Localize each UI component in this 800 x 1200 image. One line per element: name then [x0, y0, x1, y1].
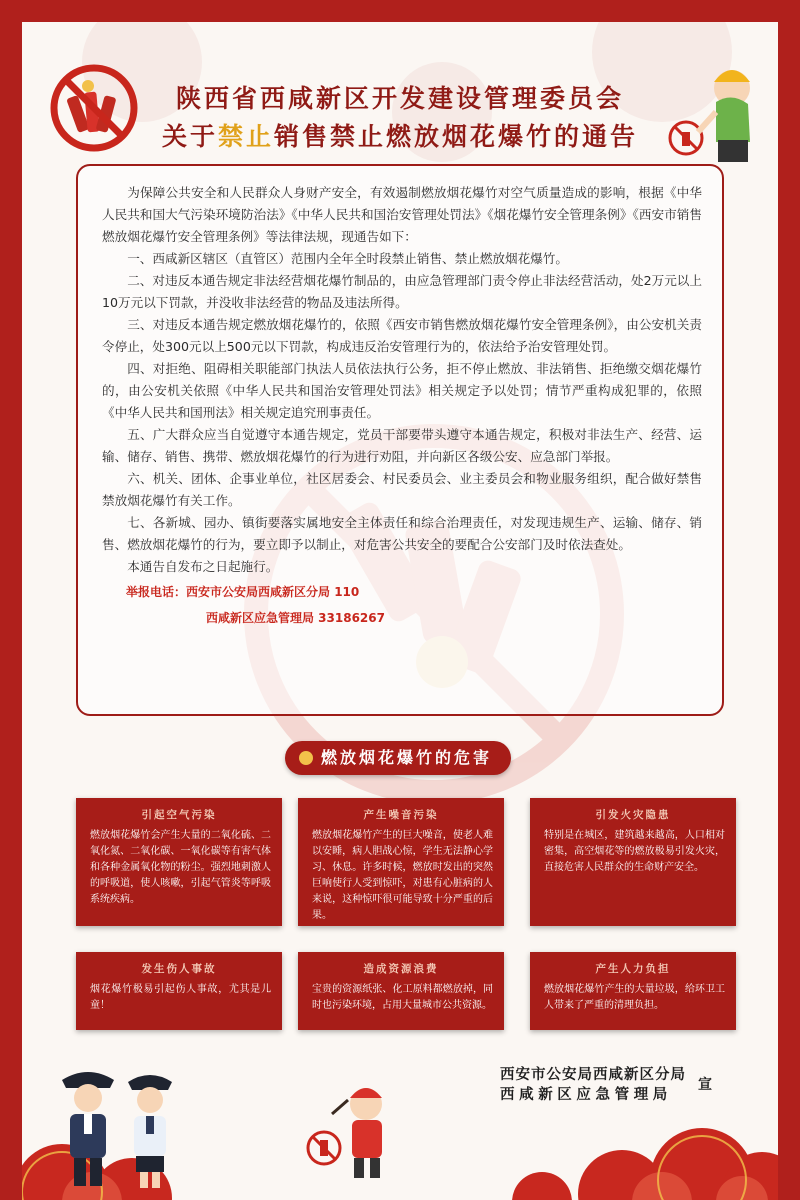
- boy-illustration-icon: [302, 1074, 412, 1188]
- notice-paragraph: 为保障公共安全和人民群众人身财产安全，有效遏制燃放烟花爆竹对空气质量造成的影响，根据《中华人民共和国大气污染环境防治法》《中华人民共和国治安管理处罚法》《烟花爆竹安全管理条例》《西安市销售燃放烟花爆竹安全管理条例》等法律法规，现通告如下：: [102, 185, 702, 244]
- title-highlight: 禁止: [217, 122, 274, 151]
- title-prefix: 关于: [161, 122, 218, 151]
- title-line-2: [22, 118, 778, 156]
- issuer-emergency: 西咸新区应急管理局: [500, 1087, 672, 1103]
- hazard-card-title: 造成资源浪费: [363, 963, 439, 975]
- notice-paragraph: 三、对违反本通告规定燃放烟花爆竹的，依照《西安市销售燃放烟花爆竹安全管理条例》，由公安机关责令停止，处300元以上500元以下罚款，构成违反治安管理行为的，依法给予治安管理处罚。: [102, 317, 702, 354]
- hazard-card-noise-pollution: [298, 798, 504, 926]
- hazards-section-title: [285, 741, 511, 775]
- title-line-1: 陕西省西咸新区开发建设管理委员会: [175, 84, 624, 113]
- issuer-block: [500, 1065, 686, 1105]
- poster-sheet: [22, 22, 778, 1200]
- police-officers-icon: [48, 1058, 188, 1190]
- hazard-card-title: 产生人力负担: [595, 963, 671, 975]
- notice-paragraph: 二、对违反本通告规定非法经营烟花爆竹制品的，由应急管理部门责令停止非法经营活动，处2万元以上10万元以下罚款，并没收非法经营的物品及违法所得。: [102, 273, 702, 310]
- hazard-card-labor-burden: [530, 952, 736, 1030]
- notice-box: [76, 164, 724, 716]
- hazard-card-resource-waste: [298, 952, 504, 1030]
- hazard-card-title: 引发火灾隐患: [595, 809, 671, 821]
- report-phone-line1: [102, 580, 702, 604]
- notice-paragraph: 七、各新城、园办、镇街要落实属地安全主体责任和综合治理责任，对发现违规生产、运输、储存、销售、燃放烟花爆竹的行为，要立即予以制止，对危害公共安全的要配合公安部门及时依法查处。: [102, 515, 702, 552]
- bullet-dot-icon: [299, 751, 313, 765]
- report-phone-emergency: 西咸新区应急管理局 33186267: [206, 611, 385, 625]
- hazard-card-text: 宝贵的资源纸张、化工原料都燃放掉，同时也污染环境，占用大量城市公共资源。: [312, 984, 493, 1011]
- report-phone-label: 举报电话：: [126, 585, 187, 599]
- hazard-card-fire-risk: [530, 798, 736, 926]
- hazard-card-air-pollution: [76, 798, 282, 926]
- report-phone-police: 西安市公安局西咸新区分局 110: [186, 585, 360, 599]
- hazard-card-text: 燃放烟花爆竹产生的巨大噪音，使老人难以安睡，病人胆战心惊，学生无法静心学习、休息。许多时候，燃放时发出的突然巨响使行人受到惊吓，对患有心脏病的人来说，这种惊吓很可能导致十分严重的后果。: [312, 830, 493, 921]
- notice-paragraph: 四、对拒绝、阻碍相关职能部门执法人员依法执行公务，拒不停止燃放、非法销售、拒绝缴交烟花爆竹的，由公安机关依照《中华人民共和国治安管理处罚法》相关规定予以处罚；情节严重构成犯罪的，依照《中华人民共和国刑法》相关规定追究刑事责任。: [102, 361, 702, 420]
- hazard-card-text: 燃放烟花爆竹产生的大量垃圾，给环卫工人带来了严重的清理负担。: [544, 984, 725, 1011]
- issuer-suffix: 宣: [698, 1077, 712, 1093]
- hazard-card-text: 燃放烟花爆竹会产生大量的二氧化硫、二氧化氮、二氧化碳、一氧化碳等有害气体和各种金属氧化物的粉尘。强烈地刺激人的呼吸道，使人咳嗽，引起气管炎等呼吸系统疾病。: [90, 830, 271, 905]
- hazards-title-text: 燃放烟花爆竹的危害: [321, 748, 493, 767]
- hazard-card-injury: [76, 952, 282, 1030]
- hazard-card-text: 烟花爆竹极易引起伤人事故，尤其是儿童！: [90, 984, 271, 1011]
- title-suffix: 销售禁止燃放烟花爆竹的通告: [274, 122, 639, 151]
- notice-title: [22, 80, 778, 156]
- notice-paragraph: 六、机关、团体、企事业单位，社区居委会、村民委员会、业主委员会和物业服务组织，配合做好禁售禁放烟花爆竹有关工作。: [102, 471, 702, 508]
- notice-paragraph: 五、广大群众应当自觉遵守本通告规定，党员干部要带头遵守本通告规定，积极对非法生产、经营、运输、储存、销售、携带、燃放烟花爆竹的行为进行劝阻，并向新区各级公安、应急部门举报。: [102, 427, 702, 464]
- hazard-card-title: 引起空气污染: [141, 809, 217, 821]
- notice-paragraph: 本通告自发布之日起施行。: [127, 559, 279, 574]
- hazard-card-title: 产生噪音污染: [363, 809, 439, 821]
- hazard-card-text: 特别是在城区，建筑越来越高，人口相对密集，高空烟花等的燃放极易引发火灾，直接危害人民群众的生命财产安全。: [544, 830, 725, 873]
- issuer-police: 西安市公安局西咸新区分局: [500, 1067, 686, 1083]
- hazard-card-title: 发生伤人事故: [141, 963, 217, 975]
- notice-paragraph: 一、西咸新区辖区（直管区）范围内全年全时段禁止销售、禁止燃放烟花爆竹。: [127, 251, 568, 266]
